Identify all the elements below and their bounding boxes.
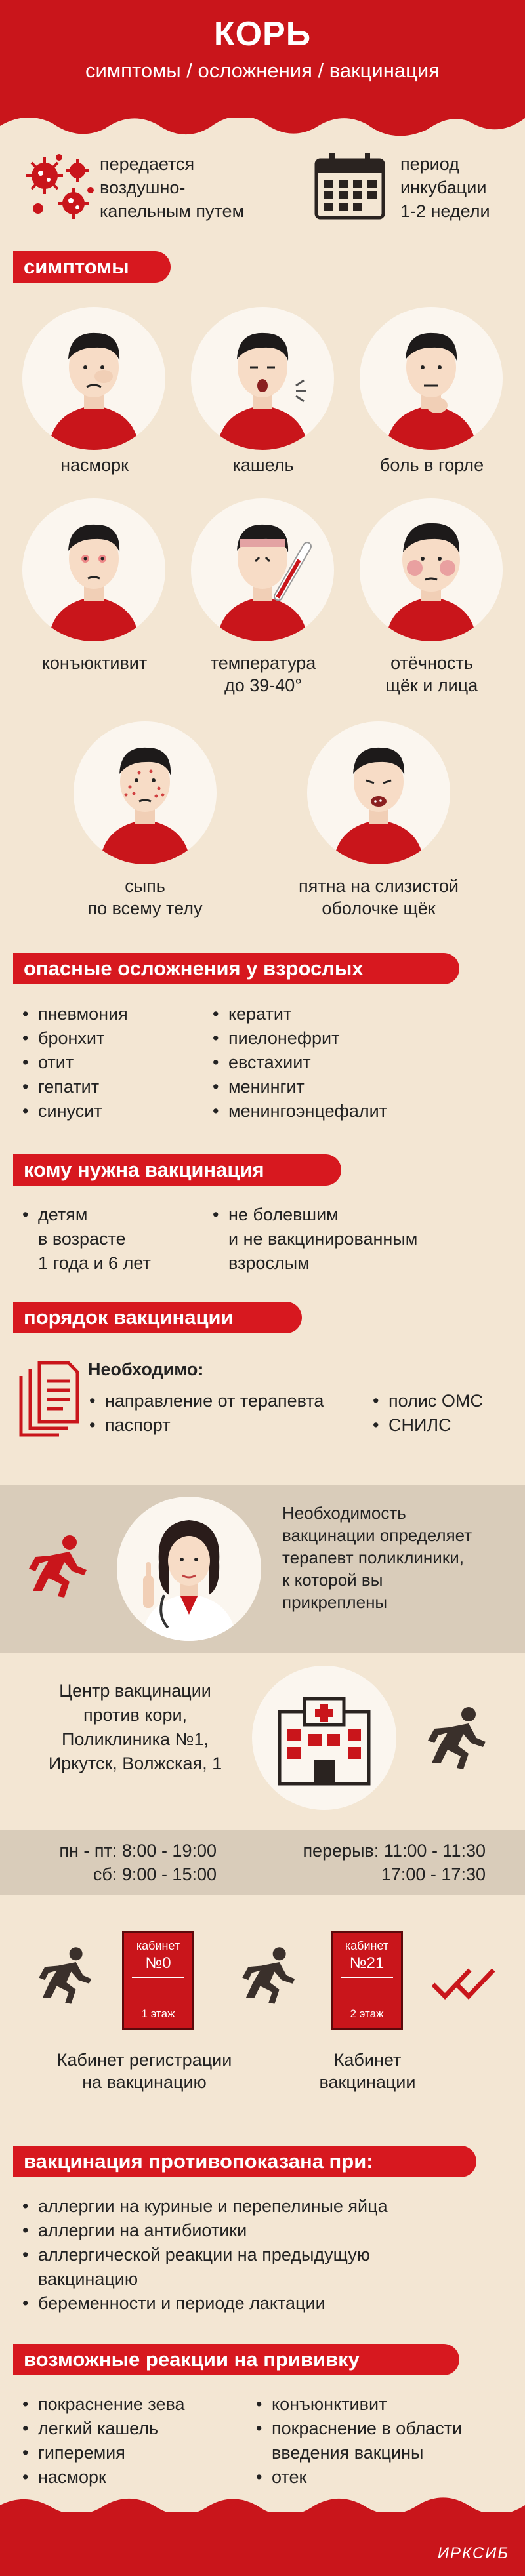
list-item: • гиперемия [21,2441,244,2465]
room-21-caption-line-1: Кабинет [333,2050,402,2070]
room-0-caption [46,2049,243,2093]
doctor-line-4: к которой вы [282,1570,383,1590]
symptom-fever-avatar [191,498,334,641]
list-item: • бронхит [21,1026,205,1051]
list-item: • аллергии на куриные и перепелиные яйца [21,2194,513,2219]
room-0-caption-line-2: на вакцинацию [82,2072,207,2092]
who-left [21,1203,211,1276]
list-item: • беременности и периоде лактации [21,2291,513,2316]
list-item: • кератит [211,1002,513,1026]
symptom-label-7-line-1: сыпь [125,876,165,896]
room-21-number: №21 [349,1954,385,1972]
calendar-icon [314,152,386,220]
footer-banner [0,2512,525,2576]
contra-item-3-line-2: вакцинацию [38,2269,138,2289]
list-item: • СНИЛС [371,1413,516,1438]
symptom-spots-avatar [307,721,450,864]
symptom-label-3: боль в горле [379,455,484,475]
symptom-label-8-line-1: пятна на слизистой [299,876,459,896]
runner-icon [24,1533,96,1599]
list-item: • менингоэнцефалит [211,1099,513,1123]
who-right-line-3: взрослым [228,1253,310,1273]
document-icon [16,1359,81,1438]
symptom-sore-throat-avatar [360,307,503,450]
room-0-door [122,1931,194,2030]
incubation-line-2: инкубации [400,178,487,197]
symptom-label-5-line-1: температура [210,653,316,673]
symptom-label-8 [277,875,480,919]
list-item [21,2243,513,2291]
list-item: • пневмония [21,1002,205,1026]
who-heading: кому нужна вакцинация [13,1154,341,1186]
symptom-label-6-line-1: отёчность [390,653,473,673]
list-item: • менингит [211,1075,513,1099]
hours-saturday: сб: 9:00 - 15:00 [93,1864,217,1884]
symptom-label-5 [178,652,348,696]
reaction-right-line-2: введения вакцины [272,2443,424,2463]
symptom-label-1: насморк [60,455,129,475]
room-21-caption-line-2: вакцинации [319,2072,416,2092]
symptom-label-5-line-2: до 39-40° [224,675,303,695]
list-item: • гепатит [21,1075,205,1099]
list-item: • отек [255,2465,517,2489]
symptoms-heading: симптомы [13,251,171,283]
who-left-line-1: • детям [38,1205,88,1224]
runner-icon [423,1705,495,1771]
brand-logo: ИРКСИБ [437,2545,509,2562]
who-left-line-3: 1 года и 6 лет [38,1253,151,1273]
list-item: • евстахиит [211,1051,513,1075]
reactions-heading: возможные реакции на прививку [13,2344,459,2375]
list-item: • конъюнктивит [255,2392,517,2417]
reactions-left-list [21,2392,244,2489]
hours-weekday: пн - пт: 8:00 - 19:00 [59,1841,217,1861]
list-item: • отит [21,1051,205,1075]
who-right [211,1203,513,1276]
reaction-right-line-1: • покраснение в области [272,2419,463,2438]
reactions-right-list [255,2392,517,2489]
transmission-line-3: капельным путем [100,201,245,221]
symptom-label-4: конъюктивит [41,653,148,673]
check-icon [430,1966,503,2005]
list-item: • синусит [21,1099,205,1123]
list-item: • направление от терапевта [88,1389,364,1413]
break-1: перерыв: 11:00 - 11:30 [303,1841,486,1861]
needed-label: Необходимо: [88,1359,204,1379]
contra-heading: вакцинация противопоказана при: [13,2146,476,2177]
who-left-line-2: в возрасте [38,1229,126,1249]
transmission-line-1: передается [100,154,195,174]
page-title: КОРЬ [213,15,312,53]
transmission-line-2: воздушно- [100,178,186,197]
list-item: • аллергии на антибиотики [21,2219,513,2243]
doctor-line-3: терапевт поликлиники, [282,1548,464,1567]
incubation-line-3: 1-2 недели [400,201,490,221]
list-item: • покраснение зева [21,2392,244,2417]
symptom-rash-avatar [74,721,217,864]
virus-icon [20,150,98,222]
symptom-swelling-avatar [360,498,503,641]
room-0-number: №0 [145,1954,171,1972]
room-21-caption [289,2049,446,2093]
contra-list [21,2194,513,2316]
center-line-4: Иркутск, Волжская, 1 [48,1754,222,1773]
list-item: • легкий кашель [21,2417,244,2441]
runner-icon [238,1945,303,2005]
list-item: • полис ОМС [371,1389,516,1413]
doctor-line-5: прикреплены [282,1592,388,1612]
complications-heading: опасные осложнения у взрослых [13,953,459,984]
room-21-door [331,1931,403,2030]
header-wave [0,98,525,144]
symptom-conjunctivitis-avatar [22,498,165,641]
order-heading: порядок вакцинации [13,1302,302,1333]
who-right-line-1: • не болевшим [228,1205,339,1224]
doctor-line-1: Необходимость [282,1503,406,1523]
runner-icon [34,1945,100,2005]
symptom-label-2: кашель [232,455,294,475]
list-item: • пиелонефрит [211,1026,513,1051]
symptom-runny-nose-avatar [22,307,165,450]
center-line-1: Центр вакцинации [59,1681,211,1701]
complications-right-list [211,1002,513,1123]
center-line-3: Поликлиника №1, [61,1729,209,1749]
page-subtitle: симптомы / осложнения / вакцинация [85,59,440,82]
symptom-label-6 [346,652,517,696]
symptom-label-7 [50,875,240,919]
room-0-floor: 1 этаж [141,2007,175,2020]
hospital-icon [252,1666,396,1810]
list-item: • паспорт [88,1413,364,1438]
break-2: 17:00 - 17:30 [381,1864,486,1884]
who-right-item [211,1203,513,1276]
doctor-avatar [117,1497,261,1641]
incubation-line-1: период [400,154,459,174]
center-line-2: против кори, [83,1705,188,1725]
complications-left-list [21,1002,205,1123]
needed-right-list [371,1389,516,1438]
symptom-cough-avatar [191,307,334,450]
symptom-label-8-line-2: оболочке щёк [322,898,436,918]
symptom-label-6-line-2: щёк и лица [385,675,478,695]
contra-item-3-line-1: • аллергической реакции на предыдущую [38,2245,370,2264]
who-right-line-2: и не вакцинированным [228,1229,418,1249]
doctor-line-2: вакцинации определяет [282,1525,472,1545]
list-item: • насморк [21,2465,244,2489]
room-21-floor: 2 этаж [350,2007,384,2020]
who-left-item [21,1203,211,1276]
symptom-label-7-line-2: по всему телу [87,898,203,918]
room-0-title: кабинет [136,1939,180,1952]
list-item [255,2417,517,2465]
room-21-title: кабинет [345,1939,389,1952]
needed-left-list [88,1389,364,1438]
room-0-caption-line-1: Кабинет регистрации [56,2050,232,2070]
